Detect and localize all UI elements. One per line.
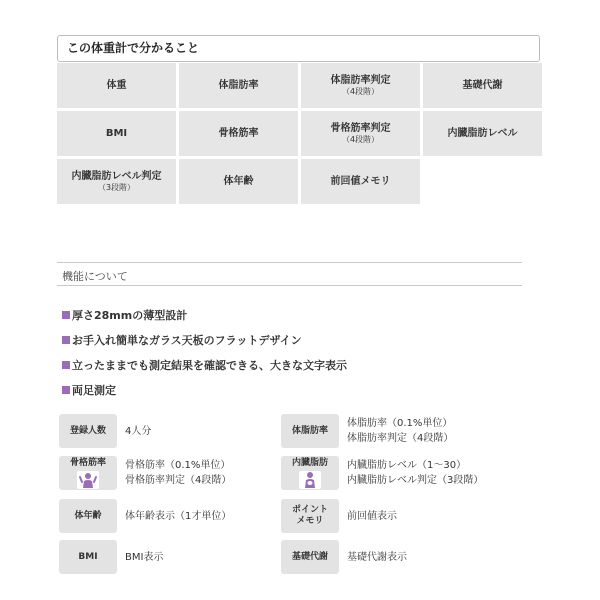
grid-cell (57, 63, 176, 108)
spec-line: 骨格筋率（0.1%単位） (125, 460, 231, 471)
spec-badge-label: 登録人数 (69, 425, 106, 436)
grid-cell-label: 内臓脂肪レベル判定 (71, 171, 162, 182)
grid-cell (301, 63, 420, 108)
feature-text: 立ったままでも測定結果を確認できる、大きな文字表示 (72, 358, 347, 372)
grid-cell-label: 骨格筋率 (218, 128, 259, 139)
feature-item (62, 327, 347, 352)
grid-cell-label: 内臓脂肪レベル (447, 128, 518, 139)
spec-badge (281, 499, 339, 533)
spec-badge (59, 540, 117, 574)
grid-cell (301, 111, 420, 156)
grid-cell (179, 63, 298, 108)
grid-cell (179, 111, 298, 156)
section-header-title: この体重計で分かること (67, 41, 200, 55)
grid-cell-label: 体年齢 (223, 176, 254, 187)
grid-cell-label: 基礎代謝 (462, 80, 503, 91)
spec-line: 内臓脂肪レベル判定（3段階） (347, 475, 484, 486)
feature-item (62, 302, 347, 327)
grid-cell-sublabel: （4段階） (341, 135, 380, 144)
spec-line: 骨格筋率判定（4段階） (125, 475, 232, 486)
spec-description (125, 509, 231, 524)
feature-text: 厚さ28mmの薄型設計 (72, 308, 188, 322)
grid-cell-label: 骨格筋率判定 (330, 123, 391, 134)
spec-line: 基礎代謝表示 (347, 551, 407, 563)
spec-line: 体年齢表示（1才単位） (125, 510, 232, 522)
spec-badge-label: ポイント メモリ (291, 505, 328, 526)
spec-item (281, 540, 407, 574)
grid-cell-label: 体重 (106, 80, 127, 91)
spec-item (59, 456, 231, 490)
spec-badge (59, 456, 117, 490)
feature-list (62, 302, 347, 402)
spec-badge (59, 414, 117, 448)
visceral-fat-figure-icon (299, 471, 321, 489)
spec-description (347, 550, 407, 565)
spec-description (125, 550, 163, 565)
spec-line: 体脂肪率判定（4段階） (347, 433, 454, 444)
spec-line: BMI表示 (125, 551, 164, 563)
spec-item (281, 414, 453, 448)
spec-badge (59, 499, 117, 533)
square-bullet-icon (62, 386, 70, 394)
grid-cell-label: BMI (105, 128, 128, 139)
spec-line: 内臓脂肪レベル（1〜30） (347, 460, 467, 471)
spec-badge-label: 基礎代謝 (291, 551, 328, 562)
feature-item (62, 352, 347, 377)
square-bullet-icon (62, 336, 70, 344)
grid-cell (423, 111, 542, 156)
grid-cell (301, 159, 420, 204)
square-bullet-icon (62, 361, 70, 369)
grid-cell (57, 159, 176, 204)
spec-badge-label: 骨格筋率 (69, 457, 106, 468)
spec-line: 体脂肪率（0.1%単位） (347, 418, 453, 429)
section-header-box (57, 35, 540, 62)
section-divider (57, 285, 522, 286)
square-bullet-icon (62, 311, 70, 319)
spec-item (281, 499, 397, 533)
muscle-figure-icon (77, 471, 99, 489)
section-divider (57, 262, 522, 263)
grid-cell-label: 体脂肪率判定 (330, 75, 391, 86)
measurement-grid (57, 63, 542, 204)
grid-cell-empty (423, 159, 542, 204)
spec-item (59, 414, 151, 448)
feature-text: お手入れ簡単なガラス天板のフラットデザイン (72, 333, 302, 347)
spec-item (59, 540, 163, 574)
spec-description (347, 509, 397, 524)
grid-cell (57, 111, 176, 156)
spec-badge-label: 体年齢 (74, 510, 102, 521)
spec-line: 前回値表示 (347, 510, 397, 522)
spec-item (281, 456, 483, 490)
spec-badge (281, 540, 339, 574)
spec-description (125, 424, 151, 439)
spec-badge-label: 体脂肪率 (291, 425, 328, 436)
grid-cell-sublabel: （3段階） (97, 183, 136, 192)
spec-description (347, 416, 453, 446)
feature-text: 両足測定 (72, 383, 116, 397)
features-section-title: 機能について (62, 270, 128, 283)
spec-badge-label: BMI (78, 551, 98, 562)
grid-cell (423, 63, 542, 108)
grid-cell-label: 体脂肪率 (218, 80, 259, 91)
grid-cell-sublabel: （4段階） (341, 87, 380, 96)
spec-description (125, 458, 231, 488)
spec-badge (281, 414, 339, 448)
spec-item (59, 499, 231, 533)
spec-line: 4人分 (125, 425, 152, 437)
spec-badge-label: 内臓脂肪 (291, 457, 328, 468)
grid-cell-label: 前回値メモリ (330, 176, 391, 187)
feature-item (62, 377, 347, 402)
grid-cell (179, 159, 298, 204)
spec-description (347, 458, 483, 488)
spec-badge (281, 456, 339, 490)
